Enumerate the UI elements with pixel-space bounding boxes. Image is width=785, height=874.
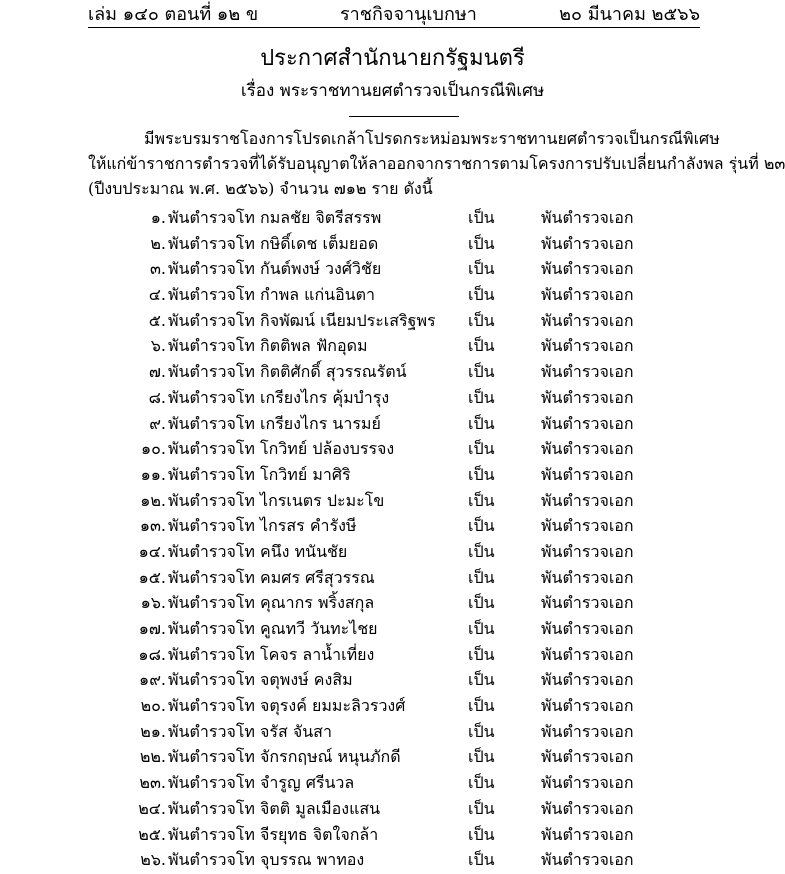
new-rank: พันตำรวจเอก <box>541 850 634 870</box>
officer-name: พันตำรวจโท กษิดิ์เดช เต็มยอด <box>168 233 379 253</box>
connector-word: เป็น <box>468 670 495 690</box>
connector-word: เป็น <box>468 798 495 818</box>
officer-name: พันตำรวจโท จิตติ มูลเมืองแสน <box>168 798 381 818</box>
list-item <box>88 822 700 848</box>
officer-name: พันตำรวจโท เกรียงไกร นารมย์ <box>168 413 381 433</box>
row-number: ๑๔. <box>138 541 166 561</box>
officer-name: พันตำรวจโท คูณทวี วันทะไชย <box>168 619 378 638</box>
row-number: ๑๐. <box>140 439 166 459</box>
list-item <box>88 256 700 282</box>
officer-name: พันตำรวจโท คุณากร พริ้งสกุล <box>168 593 375 613</box>
officer-name: พันตำรวจโท จุบรรณ พาทอง <box>168 850 365 870</box>
row-number: ๒๕. <box>138 824 166 844</box>
list-item <box>88 719 700 745</box>
officer-name: พันตำรวจโท จีรยุทธ จิตใจกล้า <box>168 824 379 844</box>
connector-word: เป็น <box>468 644 495 664</box>
row-number: ๖. <box>150 336 166 356</box>
connector-word: เป็น <box>468 516 495 536</box>
row-number: ๑๖. <box>140 593 166 613</box>
new-rank: พันตำรวจเอก <box>541 362 634 382</box>
officer-name: พันตำรวจโท คนึง ทนันชัย <box>168 541 348 561</box>
new-rank: พันตำรวจเอก <box>541 721 634 741</box>
new-rank: พันตำรวจเอก <box>541 233 634 253</box>
new-rank: พันตำรวจเอก <box>541 336 634 356</box>
list-item <box>88 565 700 591</box>
new-rank: พันตำรวจเอก <box>541 619 634 638</box>
officer-name: พันตำรวจโท จำรูญ ศรีนวล <box>168 773 355 793</box>
list-item <box>88 488 700 514</box>
connector-word: เป็น <box>468 721 495 741</box>
list-item <box>88 385 700 411</box>
officer-name: พันตำรวจโท จักรกฤษณ์ หนุนภักดี <box>168 747 401 767</box>
list-item <box>88 667 700 693</box>
connector-word: เป็น <box>468 541 495 561</box>
list-item <box>88 590 700 616</box>
row-number: ๒๐. <box>140 696 166 716</box>
new-rank: พันตำรวจเอก <box>541 516 634 536</box>
row-number: ๗. <box>148 362 166 382</box>
new-rank: พันตำรวจเอก <box>541 593 634 613</box>
list-item <box>88 205 700 231</box>
connector-word: เป็น <box>468 387 495 407</box>
title-divider <box>349 116 459 117</box>
officer-name: พันตำรวจโท กมลชัย จิตรีสรรพ <box>168 208 382 227</box>
officer-name: พันตำรวจโท กิตติพล ฟักอุดม <box>168 336 368 356</box>
connector-word: เป็น <box>468 336 495 356</box>
new-rank: พันตำรวจเอก <box>541 387 634 407</box>
officer-name: พันตำรวจโท ไกรสร คำรังษี <box>168 516 357 536</box>
new-rank: พันตำรวจเอก <box>541 541 634 561</box>
connector-word: เป็น <box>468 824 495 844</box>
new-rank: พันตำรวจเอก <box>541 567 634 587</box>
list-item <box>88 308 700 334</box>
row-number: ๑๙. <box>139 670 166 690</box>
list-item <box>88 616 700 642</box>
issue-date: ๒๐ มีนาคม ๒๕๖๖ <box>559 4 700 25</box>
officer-name: พันตำรวจโท เกรียงไกร คุ้มบำรุง <box>168 387 390 407</box>
connector-word: เป็น <box>468 233 495 253</box>
officer-name: พันตำรวจโท กันต์พงษ์ วงศ์วิชัย <box>168 259 382 279</box>
list-item <box>88 847 700 873</box>
new-rank: พันตำรวจเอก <box>541 464 634 484</box>
connector-word: เป็น <box>468 490 495 510</box>
connector-word: เป็น <box>468 208 495 227</box>
header-rule <box>88 27 700 28</box>
row-number: ๑๒. <box>140 490 166 510</box>
new-rank: พันตำรวจเอก <box>541 747 634 767</box>
list-item <box>88 770 700 796</box>
list-item <box>88 462 700 488</box>
intro-line: มีพระบรมราชโองการโปรดเกล้าโปรดกระหม่อมพระราชทานยศตำรวจเป็นกรณีพิเศษ <box>144 129 720 148</box>
officer-name: พันตำรวจโท คมศร ศรีสุวรรณ <box>168 567 375 587</box>
row-number: ๑๗. <box>138 619 166 638</box>
new-rank: พันตำรวจเอก <box>541 644 634 664</box>
connector-word: เป็น <box>468 464 495 484</box>
list-item <box>88 282 700 308</box>
list-item <box>88 231 700 257</box>
connector-word: เป็น <box>468 362 495 382</box>
gazette-name: ราชกิจจานุเบกษา <box>340 4 477 25</box>
list-item <box>88 513 700 539</box>
officer-name: พันตำรวจโท จรัส จันสา <box>168 721 332 741</box>
connector-word: เป็น <box>468 619 495 638</box>
row-number: ๙. <box>149 413 166 433</box>
new-rank: พันตำรวจเอก <box>541 670 634 690</box>
list-item <box>88 642 700 668</box>
row-number: ๒๑. <box>140 721 166 741</box>
list-item <box>88 436 700 462</box>
new-rank: พันตำรวจเอก <box>541 490 634 510</box>
row-number: ๒๒. <box>139 747 166 767</box>
row-number: ๕. <box>148 310 166 330</box>
connector-word: เป็น <box>468 747 495 767</box>
row-number: ๑๓. <box>139 516 166 536</box>
new-rank: พันตำรวจเอก <box>541 259 634 279</box>
connector-word: เป็น <box>468 567 495 587</box>
row-number: ๓. <box>149 259 166 279</box>
connector-word: เป็น <box>468 310 495 330</box>
list-item <box>88 359 700 385</box>
officer-name: พันตำรวจโท จตุรงค์ ยมมะลิวรวงศ์ <box>168 696 406 716</box>
row-number: ๑๘. <box>138 644 166 664</box>
rank-list <box>88 205 700 873</box>
row-number: ๑๕. <box>138 567 166 587</box>
new-rank: พันตำรวจเอก <box>541 773 634 793</box>
officer-name: พันตำรวจโท กิจพัฒน์ เนียมประเสริฐพร <box>168 310 436 330</box>
row-number: ๒. <box>150 233 166 253</box>
officer-name: พันตำรวจโท จตุพงษ์ คงสิม <box>168 670 353 690</box>
row-number: ๘. <box>148 387 166 407</box>
intro-paragraph <box>88 126 785 201</box>
connector-word: เป็น <box>468 259 495 279</box>
list-item <box>88 796 700 822</box>
intro-line: ให้แก่ข้าราชการตำรวจที่ได้รับอนุญาตให้ลาออกจากราชการตามโครงการปรับเปลี่ยนกำลังพล รุ่นที่ ๒๓ <box>88 154 785 173</box>
announcement-subject: เรื่อง พระราชทานยศตำรวจเป็นกรณีพิเศษ <box>240 81 545 101</box>
list-item <box>88 333 700 359</box>
connector-word: เป็น <box>468 773 495 793</box>
list-item <box>88 539 700 565</box>
officer-name: พันตำรวจโท ไกรเนตร ปะมะโข <box>168 490 385 510</box>
connector-word: เป็น <box>468 413 495 433</box>
new-rank: พันตำรวจเอก <box>541 208 634 227</box>
connector-word: เป็น <box>468 439 495 459</box>
row-number: ๑. <box>150 208 166 227</box>
officer-name: พันตำรวจโท โคจร ลาน้ำเที่ยง <box>168 644 375 664</box>
list-item <box>88 744 700 770</box>
row-number: ๒๔. <box>138 798 166 818</box>
connector-word: เป็น <box>468 593 495 613</box>
row-number: ๒๖. <box>140 850 166 870</box>
connector-word: เป็น <box>468 850 495 870</box>
officer-name: พันตำรวจโท โกวิทย์ มาศิริ <box>168 464 351 484</box>
new-rank: พันตำรวจเอก <box>541 696 634 716</box>
new-rank: พันตำรวจเอก <box>541 824 634 844</box>
new-rank: พันตำรวจเอก <box>541 798 634 818</box>
intro-line: (ปีงบประมาณ พ.ศ. ๒๕๖๖) จำนวน ๗๑๒ ราย ดังนี้ <box>88 179 433 198</box>
row-number: ๒๓. <box>139 773 166 793</box>
officer-name: พันตำรวจโท โกวิทย์ ปล้องบรรจง <box>168 439 395 459</box>
new-rank: พันตำรวจเอก <box>541 439 634 459</box>
list-item <box>88 693 700 719</box>
gazette-header <box>88 2 700 28</box>
announcement-title: ประกาศสำนักนายกรัฐมนตรี <box>260 46 525 71</box>
new-rank: พันตำรวจเอก <box>541 285 634 305</box>
connector-word: เป็น <box>468 696 495 716</box>
volume-info: เล่ม ๑๔๐ ตอนที่ ๑๒ ข <box>88 4 259 25</box>
new-rank: พันตำรวจเอก <box>541 413 634 433</box>
officer-name: พันตำรวจโท กิตติศักดิ์ สุวรรณรัตน์ <box>168 362 407 382</box>
row-number: ๑๑. <box>140 464 166 484</box>
connector-word: เป็น <box>468 285 495 305</box>
row-number: ๔. <box>148 285 166 305</box>
officer-name: พันตำรวจโท กำพล แก่นอินตา <box>168 285 376 305</box>
new-rank: พันตำรวจเอก <box>541 310 634 330</box>
list-item <box>88 411 700 437</box>
